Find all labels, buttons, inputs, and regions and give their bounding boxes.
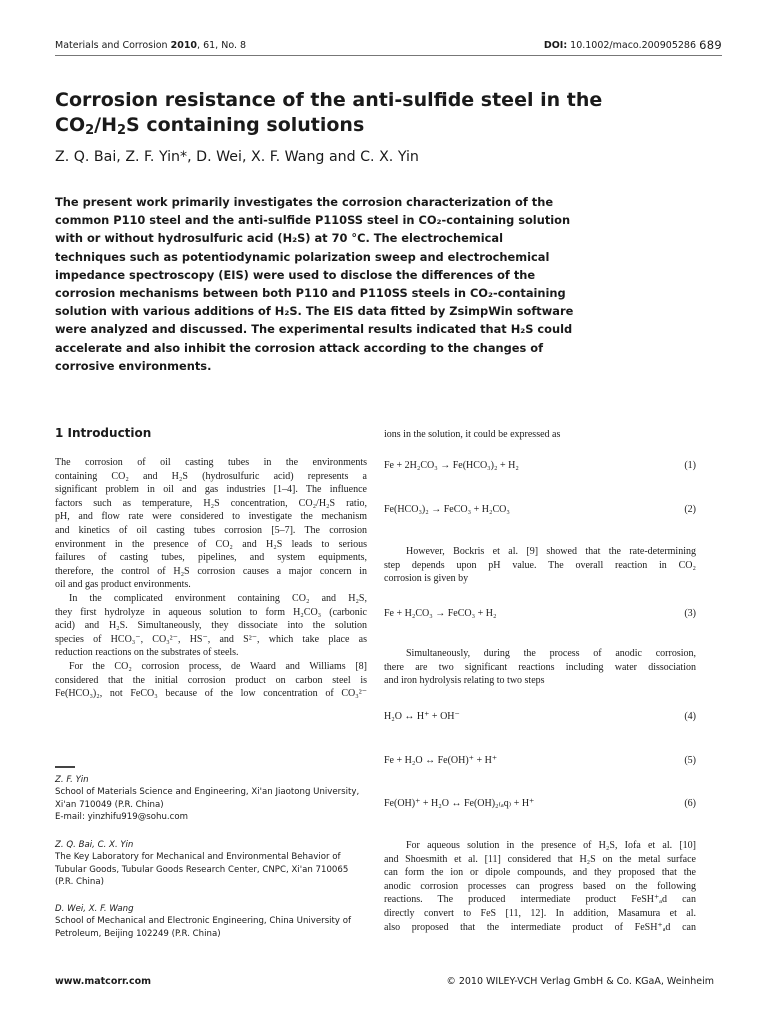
author-list xyxy=(55,149,419,165)
journal-name: Materials and Corrosion xyxy=(55,40,171,51)
abstract xyxy=(55,193,574,375)
title-subscript: 2 xyxy=(85,123,95,138)
abstract-line: corrosion mechanisms between both P110 and P110SS steels in CO₂-containing xyxy=(55,286,566,301)
body-line: step depends upon pH value. The overall reaction in CO₂ xyxy=(384,559,696,571)
body-line: pH, and flow rate were considered to investigate the mechanism xyxy=(55,511,367,523)
body-line: environment in the presence of CO₂ and H₂S leads to serious xyxy=(55,538,367,550)
running-header-journal xyxy=(55,40,246,51)
journal-year: 2010 xyxy=(170,40,198,51)
body-line: significant problem in oil and gas industries [1–4]. The influence xyxy=(55,484,367,496)
body-line: and Shoesmith et al. [11] considered that H₂S on the metal surface xyxy=(384,853,696,865)
affiliation-authors: Z. F. Yin xyxy=(55,775,89,785)
body-line: corrosion is given by xyxy=(384,573,469,585)
title-fragment: /H xyxy=(94,114,117,136)
doi-value: 10.1002/maco.200905286 xyxy=(567,40,696,51)
abstract-line: impedance spectroscopy (EIS) were used to disclose the differences of the xyxy=(55,267,536,282)
header-rule xyxy=(55,55,722,56)
paragraph-bockris xyxy=(384,545,696,586)
body-line: Simultaneously, during the process of anodic corrosion, xyxy=(406,648,696,659)
body-line: containing CO₂ and H₂S (hydrosulfuric acid) represents a xyxy=(55,470,367,482)
body-line: acid) and H₂S. Simultaneously, they dissociate into the solution xyxy=(55,620,367,632)
affiliation-line: Xi'an 710049 (P.R. China) xyxy=(55,799,164,810)
equation-number: (1) xyxy=(684,460,696,471)
affiliation-email: E-mail: yinzhifu919@sohu.com xyxy=(55,812,189,823)
abstract-line: common P110 steel and the anti-sulfide P110SS steel in CO₂-containing solution xyxy=(55,213,571,228)
abstract-line: were analyzed and discussed. The experimental results indicated that H₂S could xyxy=(55,322,573,337)
body-line: and iron hydrolysis relating to two steps xyxy=(384,675,545,687)
equation-expression: Fe + H₂CO₃ → FeCO₃ + H₂ xyxy=(384,608,497,619)
running-header-doi xyxy=(544,40,696,51)
equation-expression: Fe(HCO₃)₂ → FeCO₃ + H₂CO₃ xyxy=(384,504,510,515)
title-subscript: 2 xyxy=(117,123,127,138)
body-line: and kinetics of oil casting tubes corrosion [5–7]. The corrosion xyxy=(55,524,367,536)
body-line: anodic corrosion processes can progress based on the following xyxy=(384,880,696,892)
affiliation-line: Tubular Goods, Tubular Goods Research Center, CNPC, Xi'an 710065 xyxy=(55,864,349,875)
body-line: considered that the initial corrosion product on carbon steel is xyxy=(55,674,367,686)
body-line: can form the ion or dipole compounds, and they proposed that the xyxy=(384,867,696,879)
affiliation-authors: Z. Q. Bai, C. X. Yin xyxy=(55,840,134,850)
abstract-line: with or without hydrosulfuric acid (H₂S) at 70 °C. The electrochemical xyxy=(55,231,504,246)
affiliation-line: The Key Laboratory for Mechanical and Environmental Behavior of xyxy=(55,852,341,863)
body-line: However, Bockris et al. [9] showed that the rate-determining xyxy=(406,546,696,557)
corresponding-author-mark: * xyxy=(180,149,188,165)
journal-volume: , 61, No. 8 xyxy=(197,40,247,51)
body-line: For the CO₂ corrosion process, de Waard and Williams [8] xyxy=(69,660,367,672)
affiliation-authors: D. Wei, X. F. Wang xyxy=(55,904,134,914)
title-line-1: Corrosion resistance of the anti-sulfide steel in the xyxy=(55,89,603,111)
body-line: In the complicated environment containing CO₂ and H₂S, xyxy=(69,592,367,604)
paragraph-h2s xyxy=(384,839,696,934)
body-line: reactions. The produced intermediate product FeSH⁺ₐd can xyxy=(384,894,696,906)
body-line: The corrosion of oil casting tubes in the environments xyxy=(55,457,367,468)
equation-4 xyxy=(384,711,696,722)
equation-3 xyxy=(384,608,696,619)
equation-2 xyxy=(384,504,696,515)
affiliation-line: Petroleum, Beijing 102249 (P.R. China) xyxy=(55,928,221,939)
equation-5 xyxy=(384,755,696,766)
abstract-line: techniques such as potentiodynamic polarization sweep and electrochemical xyxy=(55,249,550,264)
body-line: reduction reactions on the substrates of steels. xyxy=(55,647,239,659)
body-line: oil and gas product environments. xyxy=(55,579,191,591)
section-heading-introduction: 1 Introduction xyxy=(55,426,152,440)
equation-number: (4) xyxy=(684,711,696,722)
body-line: Fe(HCO₃)₂, not FeCO₃ because of the low concentration of CO₃²⁻ xyxy=(55,688,367,700)
intro-right-continuation xyxy=(384,428,696,442)
article-title xyxy=(55,88,695,138)
title-fragment: CO xyxy=(55,114,86,136)
body-line: failures of casting tubes, pipelines, and system equipments, xyxy=(55,552,367,564)
authors-part-2: , D. Wei, X. F. Wang and C. X. Yin xyxy=(187,149,419,165)
body-line: therefore, the control of H₂S corrosion causes a major concern in xyxy=(55,565,367,577)
intro-left-column xyxy=(55,456,367,701)
equation-number: (5) xyxy=(684,755,696,766)
equation-1 xyxy=(384,460,696,471)
authors-part-1: Z. Q. Bai, Z. F. Yin xyxy=(55,149,181,165)
equation-number: (2) xyxy=(684,504,696,515)
page-number: 689 xyxy=(699,38,722,52)
body-line: ions in the solution, it could be expressed as xyxy=(384,429,561,440)
equation-expression: Fe(OH)⁺ + H₂O ↔ Fe(OH)₂₍ₐq₎ + H⁺ xyxy=(384,798,535,809)
body-line: directly convert to FeS [11, 12]. In addition, Masamura et al. xyxy=(384,907,696,919)
affiliation-line: (P.R. China) xyxy=(55,877,104,888)
footer-copyright: © 2010 WILEY-VCH Verlag GmbH & Co. KGaA, Weinheim xyxy=(446,976,714,987)
equation-6 xyxy=(384,798,696,809)
doi-label: DOI: xyxy=(543,40,568,51)
abstract-line: solution with various additions of H₂S. The EIS data fitted by ZsimpWin software xyxy=(55,304,574,319)
equation-expression: H₂O ↔ H⁺ + OH⁻ xyxy=(384,711,460,722)
affiliation-line: School of Materials Science and Engineering, Xi'an Jiaotong University, xyxy=(55,787,360,798)
body-line: For aqueous solution in the presence of H₂S, Iofa et al. [10] xyxy=(406,840,696,851)
paragraph-anodic xyxy=(384,647,696,688)
equation-expression: Fe + 2H₂CO₃ → Fe(HCO₃)₂ + H₂ xyxy=(384,460,519,471)
footnote-rule xyxy=(55,766,75,768)
affiliation-1 xyxy=(55,774,367,824)
title-line-2 xyxy=(55,113,695,138)
title-fragment: S containing solutions xyxy=(126,114,365,136)
affiliation-line: School of Mechanical and Electronic Engineering, China University of xyxy=(55,916,352,927)
body-line: also proposed that the intermediate product of FeSH⁺ₐd can xyxy=(384,921,696,933)
equation-expression: Fe + H₂O ↔ Fe(OH)⁺ + H⁺ xyxy=(384,755,498,766)
abstract-line: corrosive environments. xyxy=(55,358,212,373)
body-line: species of HCO₃⁻, CO₃²⁻, HS⁻, and S²⁻, which take place as xyxy=(55,633,367,645)
equation-number: (3) xyxy=(684,608,696,619)
affiliation-2 xyxy=(55,839,367,889)
body-line: factors such as temperature, H₂S concentration, CO₂/H₂S ratio, xyxy=(55,497,367,509)
body-line: there are two significant reactions including water dissociation xyxy=(384,661,696,673)
abstract-line: The present work primarily investigates the corrosion characterization of the xyxy=(55,195,554,209)
equation-number: (6) xyxy=(684,798,696,809)
affiliation-3 xyxy=(55,903,367,940)
footer-website: www.matcorr.com xyxy=(55,976,152,987)
abstract-line: accelerate and also inhibit the corrosion attack according to the changes of xyxy=(55,340,544,355)
body-line: they first hydrolyze in aqueous solution to form H₂CO₃ (carbonic xyxy=(55,606,367,618)
